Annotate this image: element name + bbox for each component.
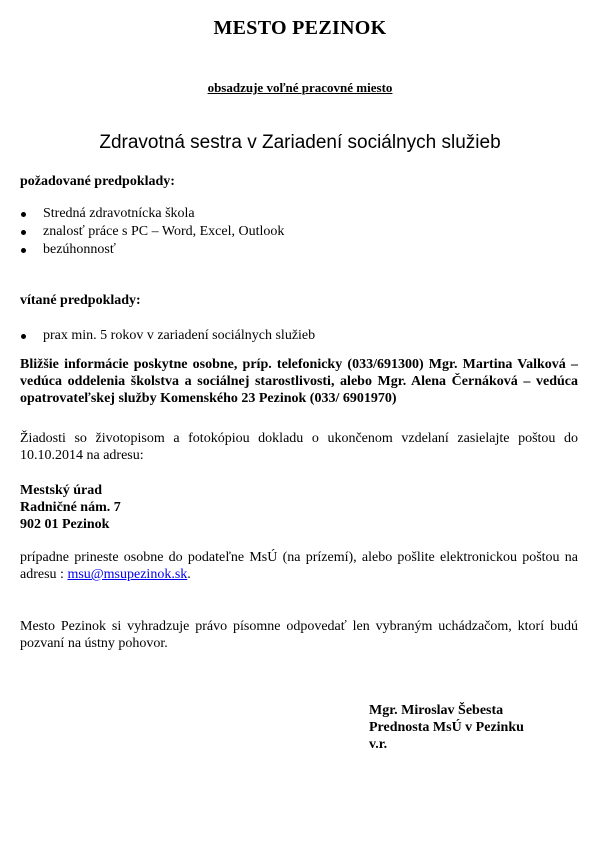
page-title: MESTO PEZINOK	[213, 17, 387, 39]
list-item	[20, 223, 580, 241]
bullet-icon	[21, 230, 26, 235]
list-item-text: Stredná zdravotnícka škola	[43, 206, 195, 221]
delivery-text: prípadne prineste osobne do podateľne MsÚ (na prízemí), alebo pošlite elektronickou poštou na adresu :	[20, 550, 578, 582]
requirements-list	[20, 205, 580, 259]
postal-address	[20, 482, 578, 533]
list-item-text: znalosť práce s PC – Word, Excel, Outlook	[43, 224, 285, 239]
bullet-icon	[21, 334, 26, 339]
signature-block	[369, 702, 524, 753]
benefits-list	[20, 327, 580, 345]
requirements-label: požadované predpoklady:	[20, 174, 175, 189]
bullet-icon	[21, 248, 26, 253]
address-line: Mestský úrad	[20, 483, 103, 498]
signatory-name: Mgr. Miroslav Šebesta	[369, 703, 504, 718]
list-item	[20, 205, 580, 223]
signatory-role: Prednosta MsÚ v Pezinku	[369, 720, 524, 735]
bullet-icon	[21, 212, 26, 217]
list-item-text: prax min. 5 rokov v zariadení sociálnych služieb	[43, 328, 316, 343]
contact-info-paragraph: Bližšie informácie poskytne osobne, príp. telefonicky (033/691300) Mgr. Martina Valková – vedúca oddelenia školstva a sociálnej starostlivosti, alebo Mgr. Alena Černáková – vedúca opatrovateľskej služby Komenského 23 Pezinok (033/ 6901970)	[20, 357, 578, 406]
list-item-text: bezúhonnosť	[43, 242, 116, 257]
address-line: 902 01 Pezinok	[20, 517, 110, 532]
delivery-paragraph	[20, 549, 578, 583]
benefits-label: vítané predpoklady:	[20, 293, 141, 308]
delivery-text-end: .	[187, 567, 191, 582]
reservation-paragraph: Mesto Pezinok si vyhradzuje právo písomne odpovedať len vybraným uchádzačom, ktorí budú pozvaní na ústny pohovor.	[20, 619, 578, 651]
application-paragraph: Žiadosti so životopisom a fotokópiou dokladu o ukončenom vzdelaní zasielajte poštou do 10.10.2014 na adresu:	[20, 431, 578, 463]
address-line: Radničné nám. 7	[20, 500, 121, 515]
subtitle: obsadzuje voľné pracovné miesto	[207, 80, 393, 95]
position-title: Zdravotná sestra v Zariadení sociálnych služieb	[99, 132, 501, 153]
list-item	[20, 241, 580, 259]
list-item	[20, 327, 580, 345]
signature-note: v.r.	[369, 737, 388, 752]
email-link[interactable]: msu@msupezinok.sk	[67, 567, 188, 582]
